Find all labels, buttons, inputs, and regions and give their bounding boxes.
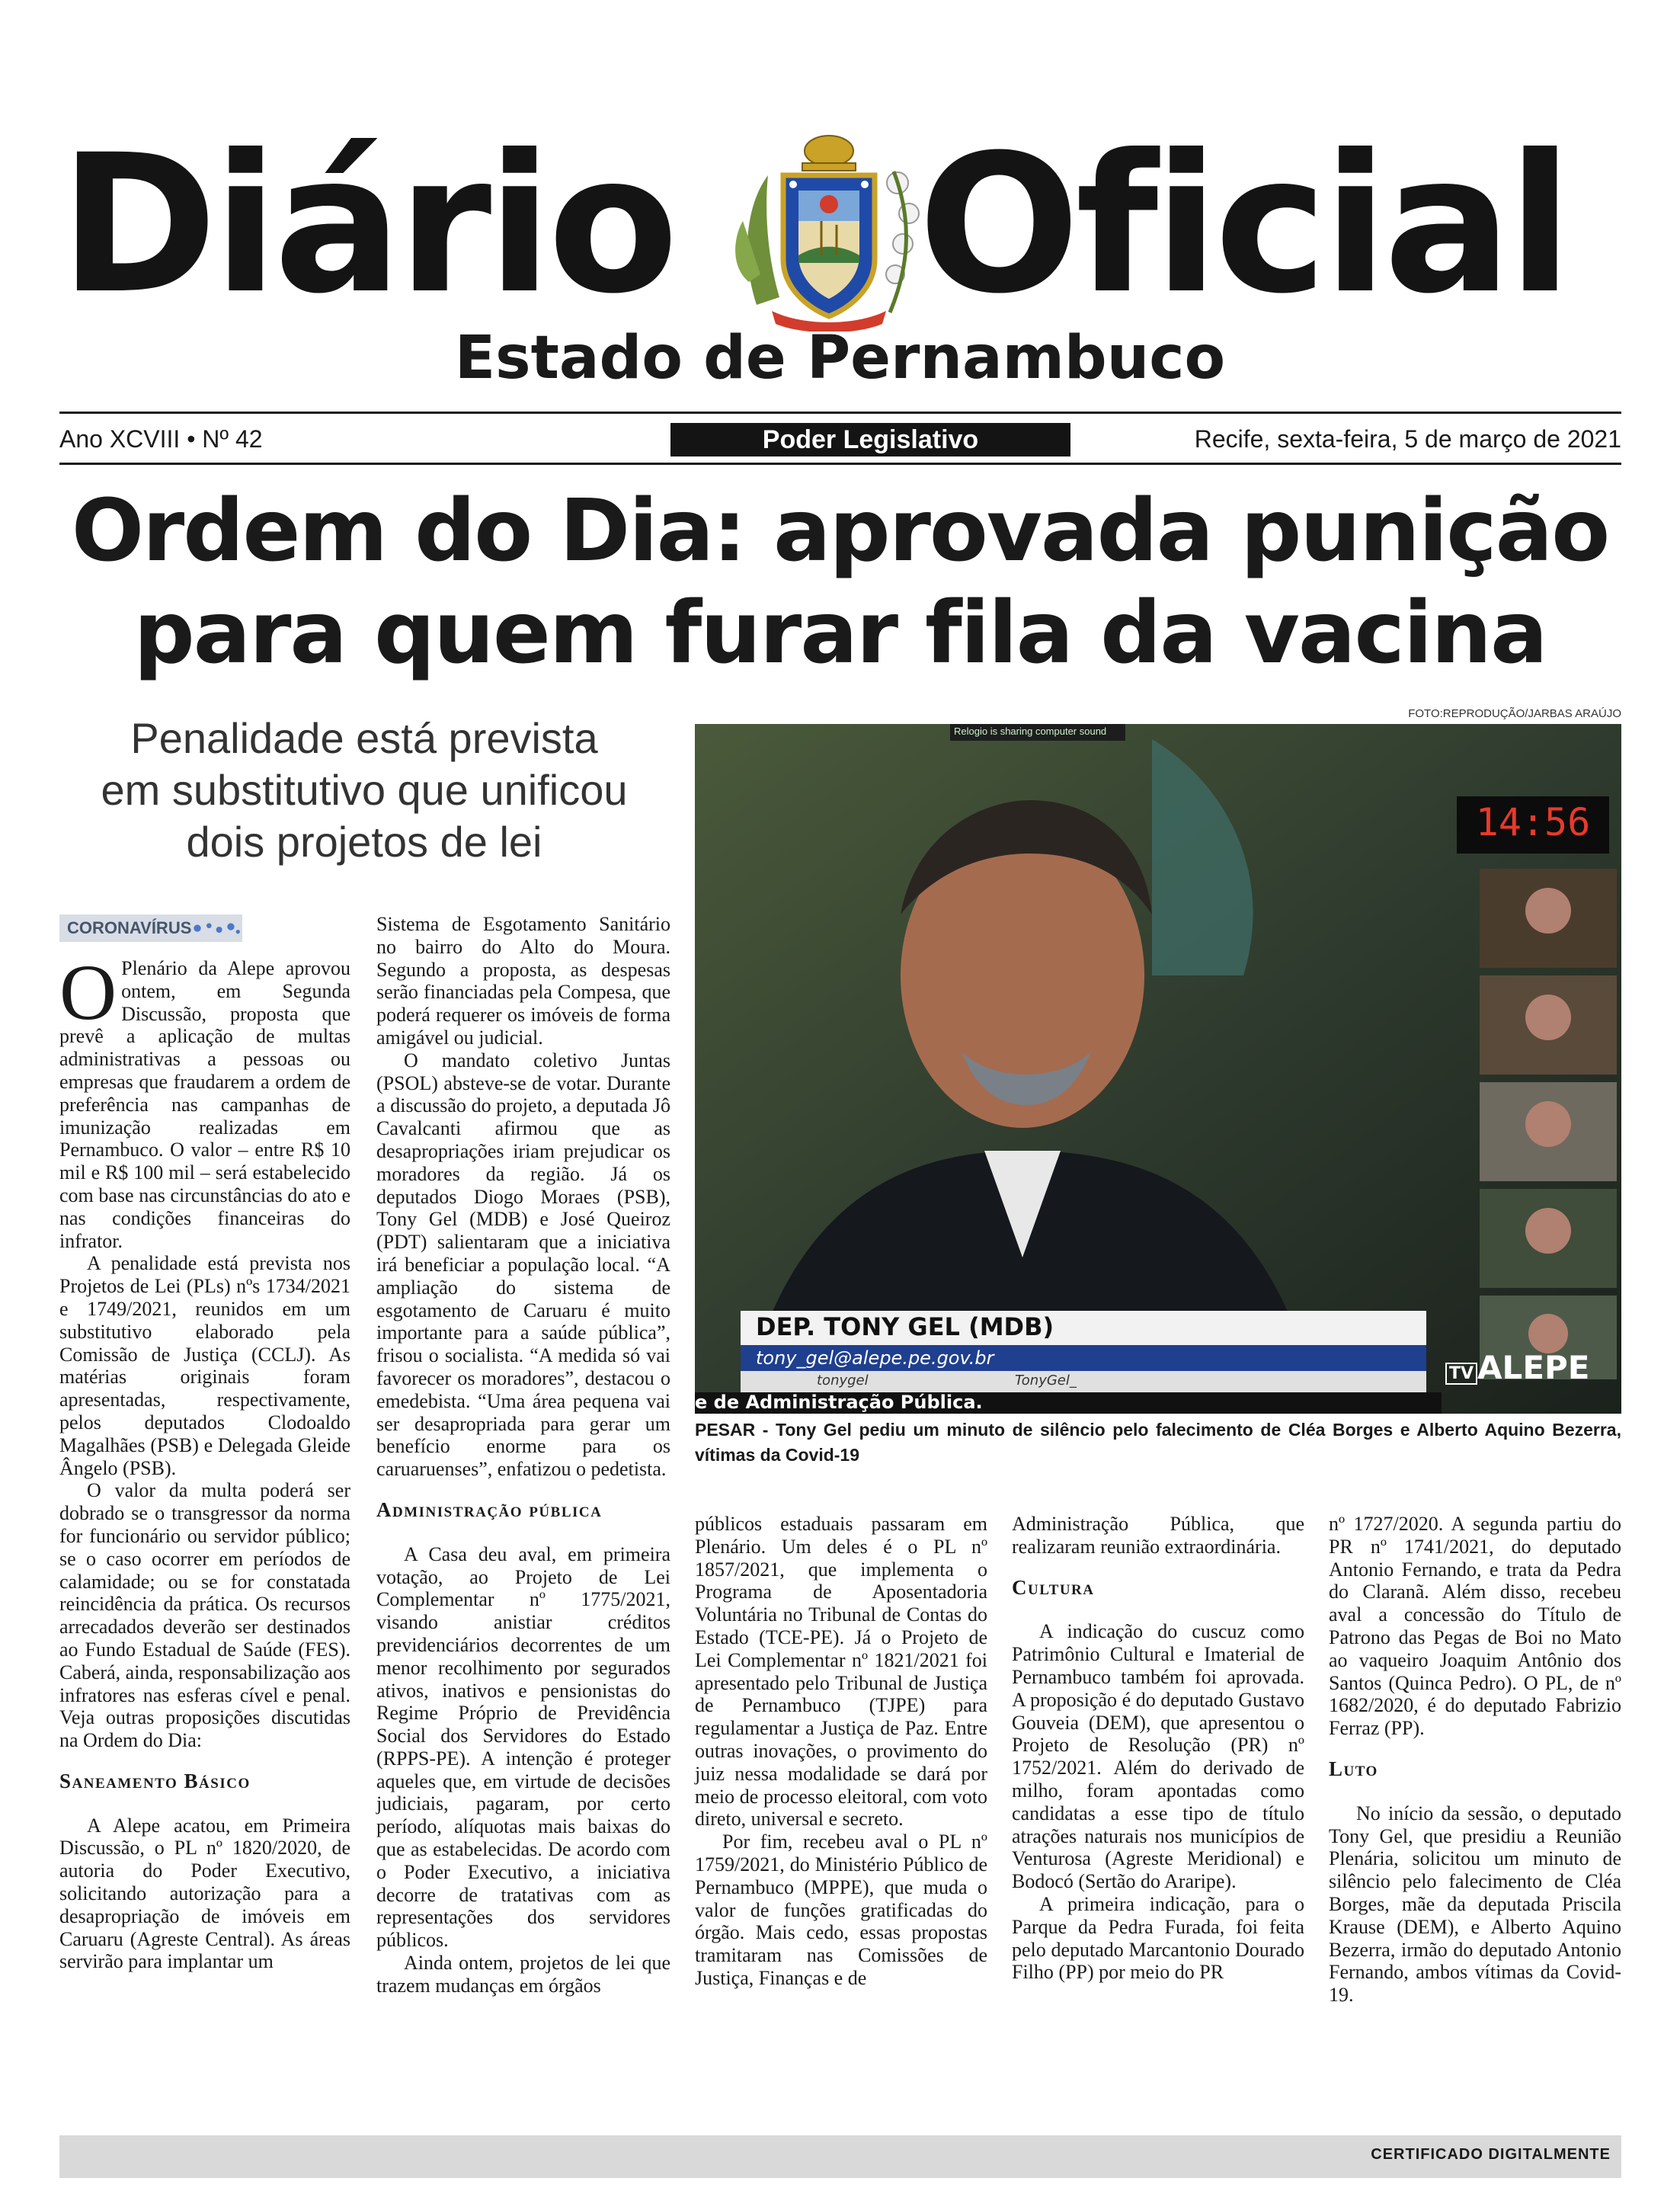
share-notice: Relogio is sharing computer sound (954, 726, 1107, 737)
bottom-rule (59, 463, 1621, 465)
article-column-5 (1329, 1513, 1621, 2007)
paragraph-text: Plenário da Alepe aprovou ontem, em Segunda Discussão, proposta que prevê a aplicação de multas administrativas a pessoas ou empresas que fraudarem a ordem de preferência nas campanhas de imunização realizadas em Pernambuco. O valor – entre R$ 10 mil e R$ 100 mil – será estabelecido com base nas circunstâncias do ato e nas condições financeiras do infrator. (59, 957, 350, 1252)
paragraph: A penalidade está prevista nos Projetos de Lei (PLs) nºs 1734/2021 e 1749/2021, reunidos em um substitutivo elaborado pela Comissão de Justiça (CCLJ). As matérias originais foram apresentadas, respectivamente, pelos deputados Clodoaldo Magalhães (PSB) e Delegada Gleide Ângelo (PSB). (59, 1252, 350, 1479)
lower-third-name: DEP. TONY GEL (MDB) (756, 1312, 1054, 1341)
tv-alepe-logo (1445, 1349, 1589, 1386)
headline-line-1: Ordem do Dia: aprovada punição (71, 482, 1609, 581)
virus-icon (191, 917, 242, 940)
section-label: Poder Legislativo (670, 423, 1070, 456)
article-column-1 (59, 915, 350, 1973)
lower-third-email: tony_gel@alepe.pe.gov.br (756, 1347, 994, 1369)
article-column-2 (376, 913, 670, 1997)
deck (59, 713, 669, 868)
masthead-subtitle: Estado de Pernambuco (454, 324, 1226, 392)
footer-bar (59, 2135, 1621, 2178)
paragraph: Administração Pública, que realizaram reunião extraordinária. (1012, 1513, 1304, 1558)
dateline: Recife, sexta-feira, 5 de março de 2021 (1194, 425, 1621, 453)
paragraph: No início da sessão, o deputado Tony Gel, que presidiu a Reunião Plenária, solicitou um minuto de silêncio pelo falecimento de Cléa Borges, mãe da deputada Priscila Krause (DEM), e Alberto Aquino Bezerra, irmão do deputado Antonio Fernando, ambos vítimas da Covid-19. (1329, 1802, 1621, 2007)
top-rule (59, 412, 1621, 414)
article-column-3 (695, 1513, 987, 1990)
deck-line-3: dois projetos de lei (186, 818, 542, 866)
paragraph: Sistema de Esgotamento Sanitário no bairro do Alto do Moura. Segundo a proposta, as despesas serão financiadas pela Compesa, que poderá requerer os imóveis de forma amigável ou judicial. (376, 913, 670, 1049)
paragraph: nº 1727/2020. A segunda partiu do PR nº 1741/2021, do deputado Antonio Fernando, e trata da Pedra do Claranã. Além disso, recebeu aval a concessão do Título de Patrono das Pegas de Boi no Mato ao vaqueiro Joaquim Antônio dos Santos (Quinca Pedro). O PL, de nº 1682/2020, é do deputado Fabrizio Ferraz (PP). (1329, 1513, 1621, 1740)
paragraph: Por fim, recebeu aval o PL nº 1759/2021, do Ministério Público de Pernambuco (MPPE), que muda o valor de funções gratificadas do órgão. Mais cedo, essas propostas tramitaram nas Comissões de Justiça, Finanças e de (695, 1831, 987, 1989)
issue-number: Ano XCVIII • Nº 42 (59, 425, 263, 453)
coat-of-arms-icon (726, 130, 932, 332)
article-column-4 (1012, 1513, 1304, 1984)
drop-cap: O (59, 949, 117, 1036)
masthead-title-left: Diário (59, 114, 674, 335)
photo (695, 724, 1621, 1414)
tv-logo-tv: TV (1445, 1363, 1477, 1385)
paragraph: A Casa deu aval, em primeira votação, ao Projeto de Lei Complementar nº 1775/2021, visando anistiar créditos previdenciários decorrentes de um menor recolhimento por segurados ativos, inativos e pensionistas do Regime Próprio de Previdência Social dos Servidores do Estado (RPPS-PE). A intenção é proteger aqueles que, em virtude de decisões judiciais, pagaram, por certo período, alíquotas mais baixas do que as estabelecidas. De acordo com o Poder Executivo, a iniciativa decorre de tratativas com as representações dos servidores públicos. (376, 1542, 670, 1952)
coronavirus-badge-label: CORONAVÍRUS (67, 918, 192, 938)
digital-certification: CERTIFICADO DIGITALMENTE (1371, 2146, 1611, 2163)
info-bar (59, 415, 1621, 463)
headline-line-2: para quem furar fila da vacina (133, 584, 1547, 683)
masthead (59, 114, 1621, 335)
photo-credit: FOTO:REPRODUÇÃO/JARBAS ARAÚJO (1408, 707, 1621, 720)
section-heading: Administração pública (376, 1498, 603, 1521)
paragraph: Ainda ontem, projetos de lei que trazem mudanças em órgãos (376, 1952, 670, 1997)
paragraph: A Alepe acatou, em Primeira Discussão, o PL nº 1820/2020, de autoria do Poder Executivo, solicitando autorização para a desapropriação de imóveis em Caruaru (Agreste Central). As áreas servirão para implantar um (59, 1814, 350, 1973)
section-heading: Cultura (1012, 1575, 1095, 1599)
paragraph: públicos estaduais passaram em Plenário. Um deles é o PL nº 1857/2021, que implementa o Programa de Aposentadoria Voluntária no Tribunal de Contas do Estado (TCE-PE). Já o Projeto de Lei Complementar nº 1821/2021 foi apresentado pelo Tribunal de Justiça de Pernambuco (TJPE) para regulamentar a Justiça de Paz. Entre outras inovações, o provimento do juiz nessa modalidade se dará por meio de processo eleitoral, com voto direto, universal e secreto. (695, 1513, 987, 1831)
section-heading: Saneamento Básico (59, 1769, 251, 1792)
clock-readout: 14:56 (1475, 800, 1591, 844)
section-heading: Luto (1329, 1757, 1378, 1780)
coronavirus-badge (59, 915, 242, 942)
deck-line-1: Penalidade está prevista (130, 714, 598, 762)
paragraph: A primeira indicação, para o Parque da Pedra Furada, foi feita pelo deputado Marcantonio Dourado Filho (PP) por meio do PR (1012, 1892, 1304, 1984)
tv-ticker: e de Administração Pública. (695, 1392, 983, 1413)
paragraph: A indicação do cuscuz como Patrimônio Cultural e Imaterial de Pernambuco também foi aprovada. A proposição é do deputado Gustavo Gouveia (DEM), que apresentou o Projeto de Resolução (PR) nº 1752/2021. Além do derivado de milho, foram apontadas como candidatas a esse tipo de título atrações naturais nos municípios de Venturosa (Agreste Meridional) e Bodocó (Sertão do Araripe). (1012, 1620, 1304, 1893)
headline (46, 480, 1634, 684)
paragraph: O mandato coletivo Juntas (PSOL) absteve-se de votar. Durante a discussão do projeto, a deputada Jô Cavalcanti afirmou que as desapropriações iriam prejudicar os moradores da região. Já os deputados Diogo Moraes (PSB), Tony Gel (MDB) e José Queiroz (PDT) salientaram que a iniciativa irá beneficiar a população local. “A ampliação do sistema de esgotamento de Caruaru é muito importante para a saúde pública”, frisou o socialista. “A medida só vai favorecer os moradores”, destacou o emedebista. “Uma área pequena vai ser desapropriada para gerar um benefício enorme para os caruaruenses”, enfatizou o pedetista. (376, 1049, 670, 1481)
social-handle-1: tonygel (817, 1373, 869, 1389)
tv-logo-name: ALEPE (1477, 1349, 1590, 1386)
paragraph (59, 949, 350, 1252)
social-handle-2: TonyGel_ (1015, 1373, 1077, 1389)
deck-line-2: em substitutivo que unificou (101, 766, 628, 814)
masthead-title-right: Oficial (918, 114, 1569, 335)
photo-caption: PESAR - Tony Gel pediu um minuto de silêncio pelo falecimento de Cléa Borges e Alberto Aquino Bezerra, vítimas da Covid-19 (695, 1420, 1621, 1465)
paragraph: O valor da multa poderá ser dobrado se o transgressor da norma for funcionário ou servidor público; se o caso ocorrer em períodos de calamidade; ou se for constatada reincidência da prática. Os recursos arrecadados deverão ser destinados ao Fundo Estadual de Saúde (FES). Caberá, ainda, responsabilização aos infratores nas esferas cível e penal. Veja outras proposições discutidas na Ordem do Dia: (59, 1479, 350, 1752)
